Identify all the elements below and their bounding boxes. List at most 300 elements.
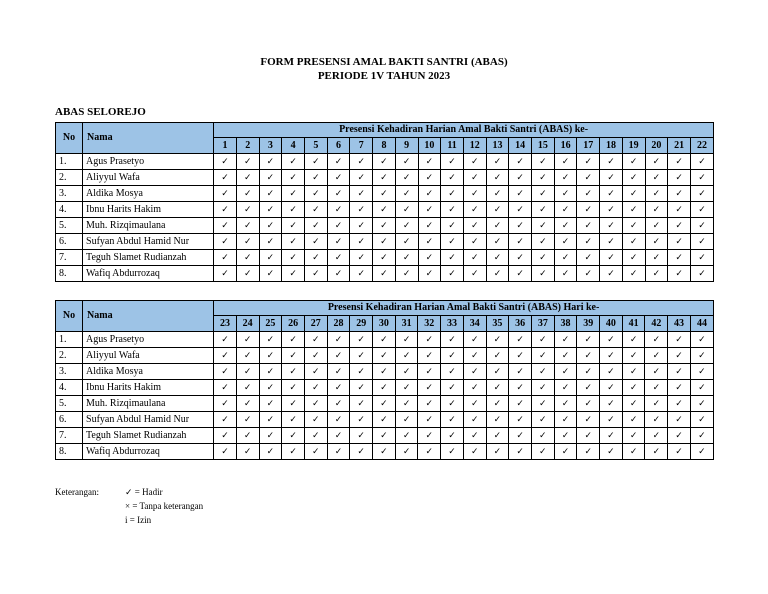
check-mark-icon: ✓ (373, 380, 396, 396)
row-number: 5. (56, 396, 83, 412)
check-mark-icon: ✓ (622, 428, 645, 444)
check-mark-icon: ✓ (463, 332, 486, 348)
check-mark-icon: ✓ (236, 250, 259, 266)
check-mark-icon: ✓ (259, 154, 282, 170)
check-mark-icon: ✓ (395, 428, 418, 444)
check-mark-icon: ✓ (463, 348, 486, 364)
check-mark-icon: ✓ (395, 170, 418, 186)
check-mark-icon: ✓ (622, 154, 645, 170)
check-mark-icon: ✓ (645, 154, 668, 170)
row-number: 6. (56, 412, 83, 428)
check-mark-icon: ✓ (259, 170, 282, 186)
legend-label: Keterangan: (55, 487, 99, 497)
check-mark-icon: ✓ (622, 332, 645, 348)
day-number: 30 (373, 316, 396, 332)
check-mark-icon: ✓ (236, 218, 259, 234)
check-mark-icon: ✓ (327, 428, 350, 444)
check-mark-icon: ✓ (509, 380, 532, 396)
check-mark-icon: ✓ (622, 202, 645, 218)
check-mark-icon: ✓ (373, 332, 396, 348)
check-mark-icon: ✓ (690, 266, 713, 282)
day-number: 24 (236, 316, 259, 332)
check-mark-icon: ✓ (441, 202, 464, 218)
check-mark-icon: ✓ (532, 154, 555, 170)
day-number: 36 (509, 316, 532, 332)
check-mark-icon: ✓ (690, 218, 713, 234)
check-mark-icon: ✓ (441, 250, 464, 266)
check-mark-icon: ✓ (600, 428, 623, 444)
header-presensi: Presensi Kehadiran Harian Amal Bakti Santri (ABAS) ke- (214, 123, 714, 138)
check-mark-icon: ✓ (304, 250, 327, 266)
check-mark-icon: ✓ (486, 234, 509, 250)
day-number: 44 (690, 316, 713, 332)
check-mark-icon: ✓ (236, 428, 259, 444)
check-mark-icon: ✓ (282, 364, 305, 380)
check-mark-icon: ✓ (441, 170, 464, 186)
check-mark-icon: ✓ (532, 202, 555, 218)
check-mark-icon: ✓ (509, 412, 532, 428)
check-mark-icon: ✓ (418, 428, 441, 444)
check-mark-icon: ✓ (509, 154, 532, 170)
check-mark-icon: ✓ (327, 412, 350, 428)
check-mark-icon: ✓ (531, 364, 554, 380)
check-mark-icon: ✓ (282, 250, 305, 266)
table-row (56, 444, 714, 460)
check-mark-icon: ✓ (373, 250, 396, 266)
check-mark-icon: ✓ (214, 364, 237, 380)
check-mark-icon: ✓ (282, 202, 305, 218)
check-mark-icon: ✓ (509, 396, 532, 412)
check-mark-icon: ✓ (418, 348, 441, 364)
row-number: 3. (56, 364, 83, 380)
check-mark-icon: ✓ (236, 186, 259, 202)
header-no: No (56, 301, 83, 332)
check-mark-icon: ✓ (350, 186, 373, 202)
check-mark-icon: ✓ (577, 364, 600, 380)
check-mark-icon: ✓ (577, 428, 600, 444)
check-mark-icon: ✓ (304, 202, 327, 218)
day-number: 20 (645, 138, 668, 154)
check-mark-icon: ✓ (282, 154, 305, 170)
check-mark-icon: ✓ (645, 186, 668, 202)
check-mark-icon: ✓ (282, 170, 305, 186)
check-mark-icon: ✓ (282, 428, 305, 444)
check-mark-icon: ✓ (259, 380, 282, 396)
check-mark-icon: ✓ (531, 412, 554, 428)
check-mark-icon: ✓ (645, 202, 668, 218)
check-mark-icon: ✓ (486, 218, 509, 234)
check-mark-icon: ✓ (554, 186, 577, 202)
check-mark-icon: ✓ (214, 428, 237, 444)
check-mark-icon: ✓ (304, 380, 327, 396)
check-mark-icon: ✓ (554, 412, 577, 428)
check-mark-icon: ✓ (554, 396, 577, 412)
check-mark-icon: ✓ (668, 234, 691, 250)
check-mark-icon: ✓ (304, 170, 327, 186)
student-name: Sufyan Abdul Hamid Nur (83, 234, 214, 250)
check-mark-icon: ✓ (486, 428, 509, 444)
check-mark-icon: ✓ (441, 364, 464, 380)
check-mark-icon: ✓ (645, 380, 668, 396)
row-number: 7. (56, 250, 83, 266)
check-mark-icon: ✓ (350, 266, 373, 282)
check-mark-icon: ✓ (690, 412, 713, 428)
check-mark-icon: ✓ (350, 444, 373, 460)
check-mark-icon: ✓ (577, 380, 600, 396)
day-number: 34 (463, 316, 486, 332)
check-mark-icon: ✓ (236, 234, 259, 250)
check-mark-icon: ✓ (236, 266, 259, 282)
check-mark-icon: ✓ (554, 444, 577, 460)
check-mark-icon: ✓ (327, 444, 350, 460)
check-mark-icon: ✓ (418, 380, 441, 396)
row-number: 1. (56, 332, 83, 348)
student-name: Wafiq Abdurrozaq (83, 266, 214, 282)
check-mark-icon: ✓ (554, 348, 577, 364)
check-mark-icon: ✓ (531, 428, 554, 444)
check-mark-icon: ✓ (304, 186, 327, 202)
check-mark-icon: ✓ (327, 332, 350, 348)
check-mark-icon: ✓ (418, 170, 441, 186)
check-mark-icon: ✓ (214, 348, 237, 364)
check-mark-icon: ✓ (668, 154, 691, 170)
check-mark-icon: ✓ (531, 444, 554, 460)
check-mark-icon: ✓ (600, 444, 623, 460)
day-number: 28 (327, 316, 350, 332)
check-mark-icon: ✓ (441, 154, 464, 170)
check-mark-icon: ✓ (282, 348, 305, 364)
check-mark-icon: ✓ (690, 364, 713, 380)
section-label: ABAS SELOREJO (55, 106, 146, 118)
check-mark-icon: ✓ (373, 428, 396, 444)
check-mark-icon: ✓ (441, 218, 464, 234)
check-mark-icon: ✓ (236, 154, 259, 170)
check-mark-icon: ✓ (622, 170, 645, 186)
check-mark-icon: ✓ (395, 234, 418, 250)
check-mark-icon: ✓ (418, 332, 441, 348)
day-number: 13 (486, 138, 509, 154)
check-mark-icon: ✓ (327, 234, 350, 250)
table-row (56, 428, 714, 444)
day-number: 3 (259, 138, 282, 154)
legend-hadir: ✓ = Hadir (125, 487, 163, 497)
row-number: 4. (56, 202, 83, 218)
check-mark-icon: ✓ (554, 250, 577, 266)
check-mark-icon: ✓ (532, 170, 555, 186)
check-mark-icon: ✓ (486, 202, 509, 218)
check-mark-icon: ✓ (554, 380, 577, 396)
check-mark-icon: ✓ (327, 364, 350, 380)
check-mark-icon: ✓ (509, 234, 532, 250)
day-number: 42 (645, 316, 668, 332)
check-mark-icon: ✓ (622, 234, 645, 250)
attendance-table-1 (55, 122, 714, 282)
day-number: 8 (373, 138, 396, 154)
check-mark-icon: ✓ (259, 250, 282, 266)
check-mark-icon: ✓ (259, 202, 282, 218)
check-mark-icon: ✓ (395, 218, 418, 234)
check-mark-icon: ✓ (486, 266, 509, 282)
day-number: 25 (259, 316, 282, 332)
check-mark-icon: ✓ (259, 364, 282, 380)
check-mark-icon: ✓ (350, 154, 373, 170)
check-mark-icon: ✓ (282, 266, 305, 282)
check-mark-icon: ✓ (600, 412, 623, 428)
check-mark-icon: ✓ (645, 396, 668, 412)
day-number: 27 (304, 316, 327, 332)
check-mark-icon: ✓ (236, 332, 259, 348)
check-mark-icon: ✓ (395, 250, 418, 266)
check-mark-icon: ✓ (327, 348, 350, 364)
day-number: 6 (327, 138, 350, 154)
check-mark-icon: ✓ (668, 428, 691, 444)
table-row (56, 234, 714, 250)
check-mark-icon: ✓ (577, 154, 600, 170)
header-no: No (56, 123, 83, 154)
day-number: 17 (577, 138, 600, 154)
check-mark-icon: ✓ (259, 332, 282, 348)
check-mark-icon: ✓ (350, 202, 373, 218)
check-mark-icon: ✓ (373, 154, 396, 170)
check-mark-icon: ✓ (282, 380, 305, 396)
check-mark-icon: ✓ (509, 202, 532, 218)
check-mark-icon: ✓ (668, 186, 691, 202)
day-number: 31 (395, 316, 418, 332)
check-mark-icon: ✓ (236, 170, 259, 186)
check-mark-icon: ✓ (532, 234, 555, 250)
attendance-table-2 (55, 300, 714, 460)
day-number: 18 (600, 138, 623, 154)
check-mark-icon: ✓ (395, 444, 418, 460)
student-name: Aliyyul Wafa (83, 170, 214, 186)
check-mark-icon: ✓ (600, 380, 623, 396)
check-mark-icon: ✓ (577, 170, 600, 186)
check-mark-icon: ✓ (577, 218, 600, 234)
check-mark-icon: ✓ (531, 332, 554, 348)
day-number: 16 (554, 138, 577, 154)
check-mark-icon: ✓ (441, 332, 464, 348)
check-mark-icon: ✓ (645, 412, 668, 428)
day-number: 22 (690, 138, 713, 154)
check-mark-icon: ✓ (259, 444, 282, 460)
check-mark-icon: ✓ (554, 170, 577, 186)
check-mark-icon: ✓ (350, 332, 373, 348)
check-mark-icon: ✓ (486, 170, 509, 186)
student-name: Aldika Mosya (83, 186, 214, 202)
table-row (56, 364, 714, 380)
check-mark-icon: ✓ (304, 364, 327, 380)
check-mark-icon: ✓ (282, 234, 305, 250)
table-body (56, 154, 714, 282)
check-mark-icon: ✓ (600, 170, 623, 186)
day-number: 23 (214, 316, 237, 332)
check-mark-icon: ✓ (259, 186, 282, 202)
check-mark-icon: ✓ (373, 202, 396, 218)
day-number: 14 (509, 138, 532, 154)
check-mark-icon: ✓ (327, 396, 350, 412)
check-mark-icon: ✓ (463, 364, 486, 380)
check-mark-icon: ✓ (259, 234, 282, 250)
check-mark-icon: ✓ (304, 234, 327, 250)
day-number: 10 (418, 138, 441, 154)
check-mark-icon: ✓ (577, 202, 600, 218)
check-mark-icon: ✓ (690, 428, 713, 444)
check-mark-icon: ✓ (282, 444, 305, 460)
check-mark-icon: ✓ (554, 218, 577, 234)
check-mark-icon: ✓ (554, 154, 577, 170)
day-number: 9 (395, 138, 418, 154)
table-row (56, 170, 714, 186)
check-mark-icon: ✓ (395, 380, 418, 396)
check-mark-icon: ✓ (645, 218, 668, 234)
table-row (56, 396, 714, 412)
check-mark-icon: ✓ (373, 234, 396, 250)
check-mark-icon: ✓ (509, 364, 532, 380)
check-mark-icon: ✓ (554, 428, 577, 444)
check-mark-icon: ✓ (509, 218, 532, 234)
check-mark-icon: ✓ (668, 250, 691, 266)
check-mark-icon: ✓ (441, 234, 464, 250)
student-name: Agus Prasetyo (83, 332, 214, 348)
check-mark-icon: ✓ (486, 332, 509, 348)
check-mark-icon: ✓ (350, 348, 373, 364)
check-mark-icon: ✓ (236, 412, 259, 428)
check-mark-icon: ✓ (304, 348, 327, 364)
check-mark-icon: ✓ (622, 266, 645, 282)
check-mark-icon: ✓ (554, 266, 577, 282)
check-mark-icon: ✓ (690, 154, 713, 170)
check-mark-icon: ✓ (327, 202, 350, 218)
day-number: 39 (577, 316, 600, 332)
check-mark-icon: ✓ (668, 170, 691, 186)
check-mark-icon: ✓ (304, 412, 327, 428)
check-mark-icon: ✓ (509, 266, 532, 282)
day-number: 15 (532, 138, 555, 154)
check-mark-icon: ✓ (418, 266, 441, 282)
table-row (56, 186, 714, 202)
day-number: 7 (350, 138, 373, 154)
check-mark-icon: ✓ (668, 218, 691, 234)
table-row (56, 218, 714, 234)
check-mark-icon: ✓ (214, 218, 237, 234)
check-mark-icon: ✓ (645, 428, 668, 444)
check-mark-icon: ✓ (441, 380, 464, 396)
check-mark-icon: ✓ (236, 380, 259, 396)
check-mark-icon: ✓ (531, 348, 554, 364)
check-mark-icon: ✓ (350, 364, 373, 380)
form-title: FORM PRESENSI AMAL BAKTI SANTRI (ABAS) (260, 56, 508, 68)
check-mark-icon: ✓ (622, 444, 645, 460)
check-mark-icon: ✓ (463, 154, 486, 170)
check-mark-icon: ✓ (259, 348, 282, 364)
check-mark-icon: ✓ (600, 154, 623, 170)
check-mark-icon: ✓ (373, 218, 396, 234)
check-mark-icon: ✓ (350, 170, 373, 186)
day-number: 19 (622, 138, 645, 154)
day-number: 43 (668, 316, 691, 332)
day-number: 40 (600, 316, 623, 332)
check-mark-icon: ✓ (622, 364, 645, 380)
check-mark-icon: ✓ (645, 332, 668, 348)
row-number: 5. (56, 218, 83, 234)
student-name: Teguh Slamet Rudianzah (83, 428, 214, 444)
check-mark-icon: ✓ (577, 250, 600, 266)
check-mark-icon: ✓ (690, 170, 713, 186)
check-mark-icon: ✓ (463, 396, 486, 412)
check-mark-icon: ✓ (282, 218, 305, 234)
student-name: Agus Prasetyo (83, 154, 214, 170)
check-mark-icon: ✓ (554, 332, 577, 348)
check-mark-icon: ✓ (236, 396, 259, 412)
check-mark-icon: ✓ (373, 396, 396, 412)
day-number: 38 (554, 316, 577, 332)
table-body (56, 332, 714, 460)
check-mark-icon: ✓ (304, 266, 327, 282)
header-nama: Nama (83, 123, 214, 154)
check-mark-icon: ✓ (327, 154, 350, 170)
check-mark-icon: ✓ (600, 332, 623, 348)
check-mark-icon: ✓ (531, 380, 554, 396)
check-mark-icon: ✓ (441, 186, 464, 202)
check-mark-icon: ✓ (395, 154, 418, 170)
check-mark-icon: ✓ (577, 412, 600, 428)
day-number: 12 (463, 138, 486, 154)
check-mark-icon: ✓ (395, 202, 418, 218)
check-mark-icon: ✓ (304, 332, 327, 348)
check-mark-icon: ✓ (373, 348, 396, 364)
check-mark-icon: ✓ (486, 250, 509, 266)
check-mark-icon: ✓ (622, 186, 645, 202)
check-mark-icon: ✓ (622, 348, 645, 364)
row-number: 3. (56, 186, 83, 202)
check-mark-icon: ✓ (690, 186, 713, 202)
row-number: 7. (56, 428, 83, 444)
check-mark-icon: ✓ (531, 396, 554, 412)
check-mark-icon: ✓ (463, 202, 486, 218)
check-mark-icon: ✓ (259, 412, 282, 428)
check-mark-icon: ✓ (690, 444, 713, 460)
student-name: Muh. Rizqimaulana (83, 218, 214, 234)
table-row (56, 412, 714, 428)
check-mark-icon: ✓ (441, 444, 464, 460)
check-mark-icon: ✓ (441, 412, 464, 428)
check-mark-icon: ✓ (622, 412, 645, 428)
check-mark-icon: ✓ (600, 396, 623, 412)
check-mark-icon: ✓ (214, 396, 237, 412)
check-mark-icon: ✓ (214, 170, 237, 186)
check-mark-icon: ✓ (373, 266, 396, 282)
check-mark-icon: ✓ (577, 266, 600, 282)
check-mark-icon: ✓ (463, 266, 486, 282)
student-name: Muh. Rizqimaulana (83, 396, 214, 412)
check-mark-icon: ✓ (668, 266, 691, 282)
check-mark-icon: ✓ (486, 348, 509, 364)
check-mark-icon: ✓ (463, 186, 486, 202)
check-mark-icon: ✓ (418, 218, 441, 234)
check-mark-icon: ✓ (645, 250, 668, 266)
day-number: 1 (214, 138, 237, 154)
check-mark-icon: ✓ (463, 428, 486, 444)
day-number: 37 (531, 316, 554, 332)
check-mark-icon: ✓ (350, 428, 373, 444)
check-mark-icon: ✓ (463, 444, 486, 460)
check-mark-icon: ✓ (327, 170, 350, 186)
check-mark-icon: ✓ (600, 250, 623, 266)
check-mark-icon: ✓ (373, 444, 396, 460)
check-mark-icon: ✓ (645, 266, 668, 282)
check-mark-icon: ✓ (622, 250, 645, 266)
check-mark-icon: ✓ (350, 218, 373, 234)
